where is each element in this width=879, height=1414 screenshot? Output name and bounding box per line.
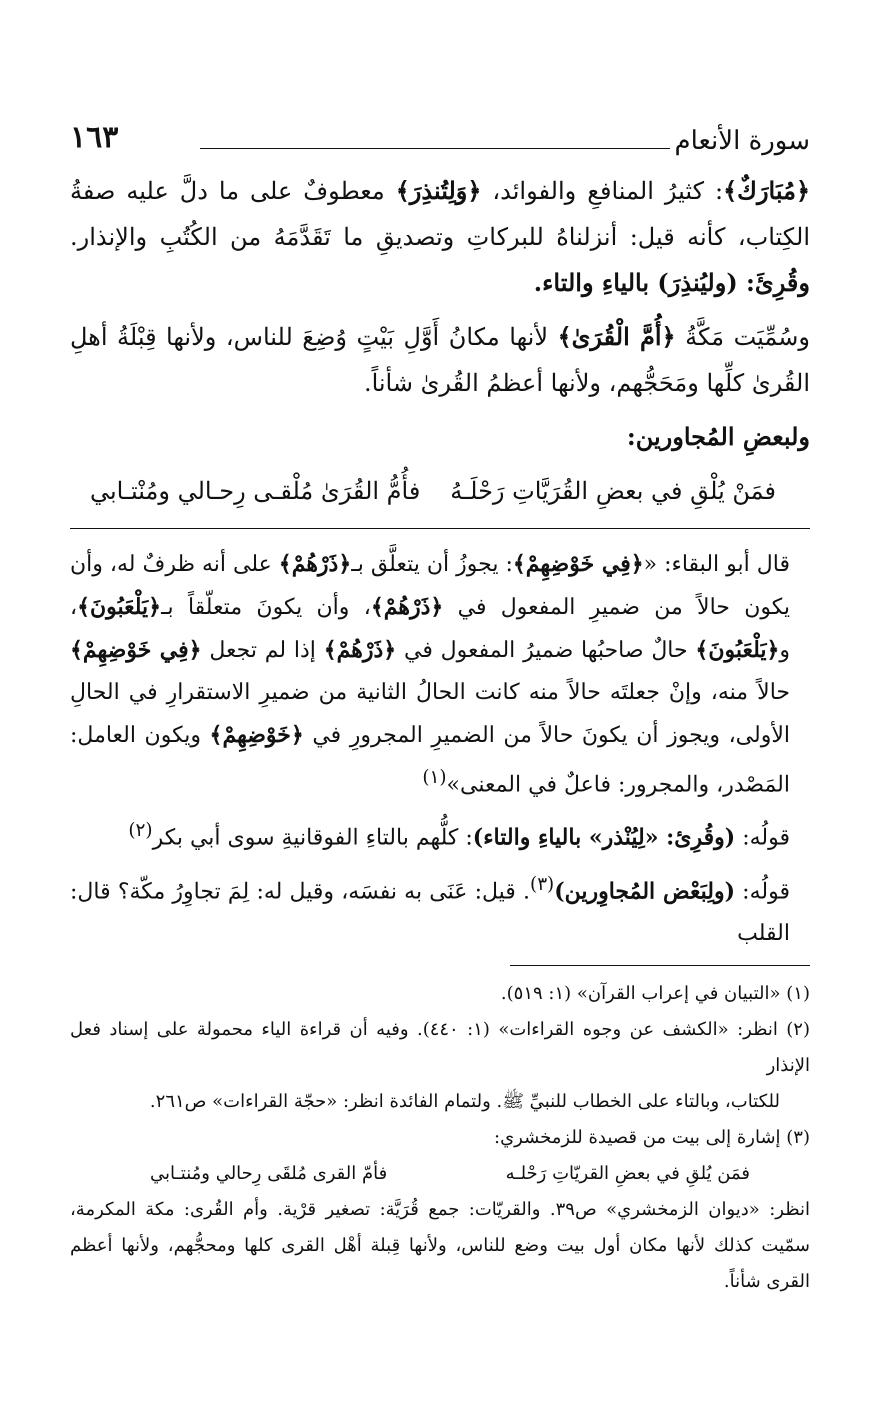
bold-reading-note: وقُرِئَ: (وليُنذِرَ) بالياءِ والتاء.	[533, 268, 810, 297]
commentary-paragraph-1	[70, 543, 810, 806]
main-paragraph-2	[70, 314, 810, 406]
main-text	[70, 168, 810, 514]
footnote-rule	[510, 965, 810, 966]
header-rule	[200, 148, 670, 149]
text-run: : يجوزُ أن يتعلَّق بـ	[351, 552, 513, 577]
footnote-2-continued: للكتاب، وبالتاء على الخطاب للنبيِّ ﷺ. ولتمام الفائدة انظر: «حجّة القراءات» ص٢٦١.	[149, 1090, 780, 1112]
poem-verse	[70, 468, 810, 514]
text-run: . قيل: عَنَى به نفسَه، وقيل له: لِمَ تجاوِرُ مكّة؟ قال: القلب	[70, 878, 790, 946]
book-page	[70, 118, 810, 1300]
quran-quote: ﴿ذَرْهُمْ﴾	[278, 551, 352, 577]
quran-quote: ﴿خَوْضِهِمْ﴾	[209, 722, 304, 748]
footnotes	[70, 976, 810, 1300]
commentary-text	[70, 543, 810, 955]
main-paragraph-1	[70, 168, 810, 306]
text-run: إذا لم تجعل	[201, 638, 324, 663]
bold-lemma: (ولِبَعْض المُجاوِرين)	[554, 877, 735, 904]
quran-quote: ﴿وَلِتُنذِرَ﴾	[395, 176, 482, 205]
page-number: ١٦٣	[70, 120, 119, 155]
text-run: قولُه:	[734, 878, 790, 904]
footnote-3-continued: انظر: «ديوان الزمخشري» ص٣٩. والقريّات: جمع قُرَيَّة: تصغير قرْية. وأم القُرى: مكة المكرمة، سمّيت كذلك لأنها مكان أول بيت وضع للناس، ولأنها قِبلة أهْل القرى كلها ومحجُّهم، ولأنها أعظم القرى شأناً.	[70, 1198, 810, 1292]
quran-quote: ﴿يَلْعَبُونَ﴾	[77, 594, 162, 620]
quran-quote: ﴿فِي خَوْضِهِمْ﴾	[512, 551, 644, 577]
quran-quote: ﴿مُبَارَكٌ﴾	[723, 176, 810, 205]
commentary-paragraph-2	[70, 810, 810, 859]
commentary-paragraph-3	[70, 864, 810, 955]
footnote-3: (٣) إشارة إلى بيت من قصيدة للزمخشري:	[494, 1126, 810, 1148]
quran-quote: ﴿ذَرْهُمْ﴾	[323, 637, 397, 663]
poem-first-hemistich: فمَنْ يُلْقِ في بعضِ القُرَيَّاتِ رَحْلَـهُ	[450, 477, 776, 505]
text-run: قولُه:	[735, 825, 790, 851]
poem-second-hemistich: فأُمُّ القُرَىٰ مُلْقـى رِحـالي ومُنْتـابي	[90, 477, 421, 505]
quran-quote: ﴿ذَرْهُمْ﴾	[370, 594, 444, 620]
running-header	[70, 118, 810, 168]
footnote-ref[interactable]: (٢)	[128, 820, 153, 842]
text-run: وسُمِّيَت مَكَّةُ	[675, 323, 810, 351]
footnote-2: (٢) انظر: «الكشف عن وجوه القراءات» (١: ٤٤٠). وفيه أن قراءة الياء محمولة على إسناد فعل الإنذار	[70, 1018, 810, 1076]
text-run: ويكون العامل: المَصْدر، والمجرور: فاعلٌ في المعنى»	[70, 723, 790, 798]
text-run: ، وأن يكونَ متعلّقاً بـ	[161, 595, 371, 620]
text-run: لأنها مكانُ أَوَّلِ بَيْتٍ وُضِعَ للناس، ولأنها قِبْلَةُ أهلِ القُرىٰ كلِّها ومَحَجُّهم، ولأنها أعظمُ القُرىٰ شأناً.	[70, 323, 810, 397]
bold-lemma: (وقُرِئ: «لِيُنْذر» بالياءِ والتاء)	[472, 824, 736, 851]
text-run: على أنه ظرفٌ له، وأن يكون حالاً من ضميرِ المفعول في	[70, 552, 790, 620]
footnote-poem	[70, 1156, 810, 1192]
quran-quote: ﴿أُمَّ الْقُرَىٰ﴾	[557, 322, 676, 351]
footnote-poem-first: فمَن يُلقِ في بعضِ القريّاتِ رَحْلـه	[505, 1162, 750, 1184]
footnote-ref[interactable]: (٣)	[530, 873, 555, 895]
main-paragraph-3: ولبعضِ المُجاورين:	[626, 422, 810, 451]
text-run: معطوفٌ على ما دلَّ عليه صفةُ الكِتاب، كأنه قيل: أنزلناهُ للبركاتِ وتصديقِ ما تَقَدَّمَهُ من الكُتُبِ والإنذار.	[70, 177, 810, 251]
text-run: حالاً منه، وإنْ جعلتَه حالاً منه كانت الحالُ الثانية من ضميرِ الاستقرارِ في الحالِ الأولى، ويجوز أن يكونَ حالاً من الضميرِ المجرورِ في	[70, 680, 791, 748]
text-run: : كثيرُ المنافعِ والفوائد،	[481, 177, 724, 205]
text-run: ، و	[70, 595, 791, 663]
text-run: حالٌ صاحبُها ضميرُ المفعول في	[396, 638, 696, 663]
footnote-ref[interactable]: (١)	[422, 767, 447, 788]
footnote-poem-second: فأمّ القرى مُلقَى رِحالي ومُنتـابي	[150, 1162, 388, 1184]
surah-title: سورة الأنعام	[674, 126, 810, 156]
text-run: : كلُّهم بالتاءِ الفوقانيةِ سوى أبي بكر	[152, 825, 473, 851]
quran-quote: ﴿فِي خَوْضِهِمْ﴾	[70, 637, 202, 663]
commentary-divider	[70, 528, 810, 529]
quran-quote: ﴿يَلْعَبُونَ﴾	[695, 637, 780, 663]
text-run: قال أبو البقاء: «	[643, 552, 790, 577]
footnote-1: (١) «التبيان في إعراب القرآن» (١: ٥١٩).	[500, 982, 810, 1004]
